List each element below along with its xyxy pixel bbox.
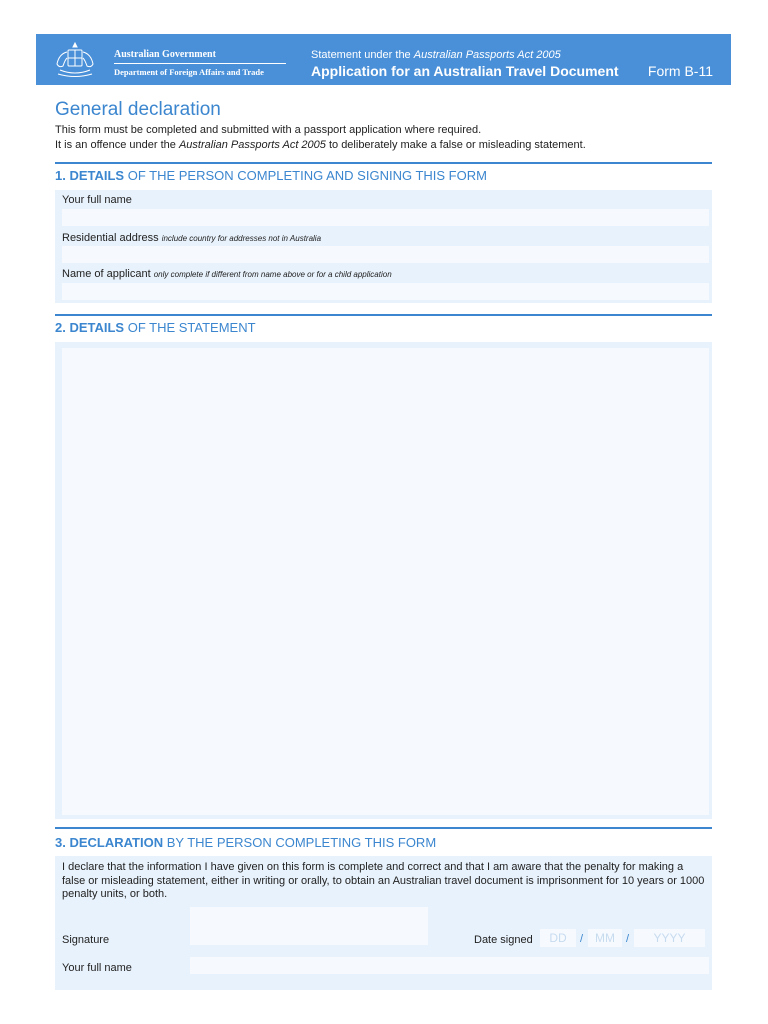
section-3-number: 3. DECLARATION (55, 835, 164, 850)
applicant-field[interactable] (62, 283, 709, 300)
form-number: Form B-11 (647, 63, 713, 79)
government-name: Australian Government (114, 49, 216, 60)
section-3-title (55, 835, 436, 850)
applicant-hint: only complete if different from name above or for a child application (153, 270, 392, 279)
intro-suffix: to deliberately make a false or misleading statement. (325, 139, 586, 151)
page-title: General declaration (55, 99, 221, 120)
government-rule (114, 63, 286, 64)
date-signed-label: Date signed (474, 934, 533, 946)
section-2-title (55, 320, 256, 335)
intro-line-2 (55, 139, 586, 151)
address-label-text: Residential address (62, 232, 159, 244)
section-1-number: 1. DETAILS (55, 168, 125, 183)
date-day-field[interactable]: DD (540, 929, 576, 947)
date-separator-1: / (580, 933, 584, 945)
intro-line-1: This form must be completed and submitted with a passport application where required. (55, 124, 482, 136)
statement-prefix: Statement under the (311, 49, 414, 61)
section-1-rule (55, 162, 712, 164)
applicant-label-text: Name of applicant (62, 268, 151, 280)
declaration-full-name-field[interactable] (190, 957, 709, 974)
application-title: Application for an Australian Travel Document (311, 63, 619, 79)
section-3-rule (55, 827, 712, 829)
address-label (62, 232, 321, 244)
department-name: Department of Foreign Affairs and Trade (114, 67, 264, 77)
section-1-rest: OF THE PERSON COMPLETING AND SIGNING THIS FORM (124, 168, 487, 183)
section-1-title (55, 168, 487, 183)
section-3-rest: BY THE PERSON COMPLETING THIS FORM (163, 835, 437, 850)
intro-act: Australian Passports Act 2005 (178, 139, 326, 151)
full-name-field[interactable] (62, 209, 709, 226)
statement-textarea[interactable] (62, 348, 709, 815)
coat-of-arms-icon (50, 40, 100, 80)
section-2-rule (55, 314, 712, 316)
date-year-field[interactable]: YYYY (634, 929, 705, 947)
section-2-rest: OF THE STATEMENT (124, 320, 256, 335)
section-2-number: 2. DETAILS (55, 320, 125, 335)
declaration-full-name-label: Your full name (62, 962, 132, 974)
signature-field[interactable] (190, 907, 428, 945)
applicant-label (62, 268, 392, 280)
statement-act: Australian Passports Act 2005 (413, 49, 561, 61)
address-hint: include country for addresses not in Australia (161, 234, 322, 243)
address-field[interactable] (62, 246, 709, 263)
government-block (114, 49, 286, 77)
date-month-field[interactable]: MM (588, 929, 622, 947)
declaration-text: I declare that the information I have given on this form is complete and correct and that I am aware that the penalty for making a false or misleading statement, either in writing or orally, to obtain an Australian travel document is imprisonment for 10 years or 1000 penalty units, or both. (62, 861, 705, 900)
statement-under-act (311, 49, 561, 61)
signature-label: Signature (62, 934, 110, 946)
full-name-label: Your full name (62, 194, 132, 206)
header-banner (36, 34, 731, 85)
intro-prefix: It is an offence under the (55, 139, 179, 151)
date-separator-2: / (626, 933, 630, 945)
